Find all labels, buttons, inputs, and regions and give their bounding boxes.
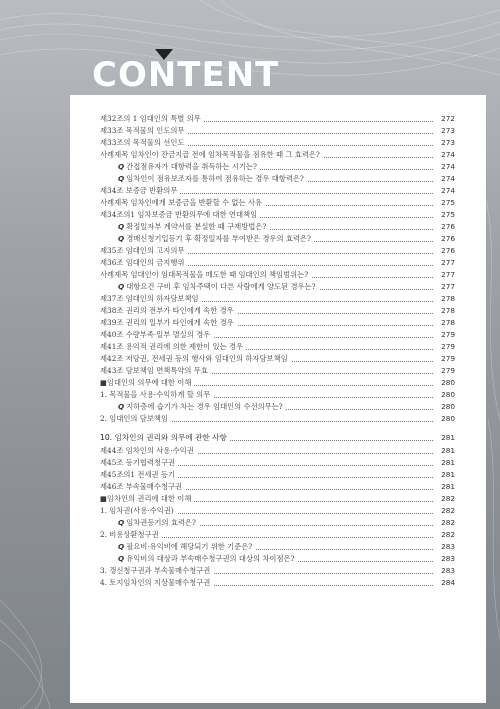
question-icon: Q	[118, 234, 125, 243]
toc-entry[interactable]	[100, 365, 455, 377]
section-bullet-icon: ■	[100, 378, 107, 387]
toc-entry-text: 제39조 권리의 일부가 타인에게 속한 경우	[100, 318, 234, 327]
toc-entry-text: 지하층에 습기가 차는 경우 임대인의 수선의무는?	[126, 402, 283, 411]
toc-entry-label	[100, 413, 171, 425]
table-of-contents	[100, 113, 455, 589]
toc-page-number: 276	[438, 233, 455, 245]
toc-entry-label	[118, 401, 286, 413]
toc-entry[interactable]	[100, 529, 455, 541]
toc-entry-label	[118, 173, 307, 185]
toc-page-number: 273	[438, 137, 455, 149]
toc-entry-label	[100, 209, 260, 221]
toc-entry-text: 사례제목 임차인에게 보증금을 반환할 수 없는 사유	[100, 198, 262, 207]
toc-entry-label	[100, 257, 187, 269]
toc-entry-text: 임대인의 의무에 대한 이해	[106, 378, 192, 387]
toc-entry-text: 대항요건 구비 후 임차주택이 다른 사람에게 양도된 경우는?	[126, 282, 316, 291]
toc-page-number: 277	[438, 257, 455, 269]
toc-entry-label	[100, 565, 213, 577]
toc-entry-text: 필요비·유익비에 해당되기 위한 기준은?	[126, 542, 253, 551]
toc-entry-text: 제43조 담보책임 면책특약의 무효	[100, 366, 208, 375]
toc-entry-text: 1. 목적물을 사용·수익하게 할 의무	[100, 390, 211, 399]
toc-entry-text: 제44조 임차인의 사용·수익권	[100, 446, 194, 455]
toc-entry-text: 제46조 부속물매수청구권	[100, 482, 183, 491]
toc-entry[interactable]	[100, 113, 455, 125]
toc-entry[interactable]	[100, 305, 455, 317]
toc-page-number: 280	[438, 401, 455, 413]
toc-page-number: 282	[438, 529, 455, 541]
toc-entry-label	[100, 431, 230, 445]
toc-entry-label	[100, 481, 185, 493]
toc-entry-label	[100, 305, 237, 317]
toc-entry-label	[118, 221, 269, 233]
toc-page-number: 281	[438, 469, 455, 481]
toc-entry-text: 제34조 보증금 반환의무	[100, 186, 178, 195]
toc-entry-label	[100, 469, 178, 481]
toc-entry-text: 사례제목 임대인이 임대목적물을 매도한 때 임대인의 책임범위는?	[100, 270, 309, 279]
toc-page-number: 274	[438, 161, 455, 173]
toc-entry-text: 제38조 권리의 전부가 타인에게 속한 경우	[100, 306, 234, 315]
toc-entry-label	[118, 517, 199, 529]
toc-entry-label	[100, 577, 213, 589]
toc-entry-text: 제35조 임대인의 고지의무	[100, 246, 185, 255]
toc-entry-text: 확정일자부 계약서를 분실한 때 구제방법은?	[126, 222, 267, 231]
toc-entry-text: 사례제목 임차인이 잔금지급 전에 임차목적물을 점유한 때 그 효력은?	[100, 150, 320, 159]
toc-entry-label	[100, 185, 180, 197]
toc-entry[interactable]	[100, 149, 455, 161]
question-icon: Q	[118, 554, 125, 563]
toc-entry-label	[100, 389, 213, 401]
toc-page-number: 274	[438, 185, 455, 197]
question-icon: Q	[118, 162, 125, 171]
toc-entry-label	[100, 493, 194, 505]
question-icon: Q	[118, 518, 125, 527]
toc-page-number: 278	[438, 293, 455, 305]
toc-page-number: 279	[438, 353, 455, 365]
question-icon: Q	[118, 222, 125, 231]
toc-entry[interactable]	[100, 173, 455, 185]
toc-entry-text: 1. 임차권(사용·수익권)	[100, 506, 174, 515]
toc-page-number: 276	[438, 245, 455, 257]
toc-entry-label	[100, 113, 204, 125]
toc-entry-label	[118, 541, 255, 553]
toc-entry-label	[100, 341, 246, 353]
toc-entry[interactable]	[100, 481, 455, 493]
toc-page-number: 279	[438, 329, 455, 341]
toc-entry[interactable]	[100, 577, 455, 589]
question-icon: Q	[118, 542, 125, 551]
toc-entry-text: 제40조 수량부족·일부 멸실의 경우	[100, 330, 211, 339]
toc-page-number: 274	[438, 173, 455, 185]
toc-entry[interactable]	[100, 469, 455, 481]
toc-entry[interactable]	[100, 221, 455, 233]
toc-entry-text: 제32조의 1 임대인의 특별 의무	[100, 114, 201, 123]
toc-entry-text: 간접점유자가 대항력을 취득하는 시기는?	[126, 162, 257, 171]
toc-entry-text: 임차인이 점유보조자를 통하여 점유하는 경우 대항력은?	[126, 174, 304, 183]
toc-page-number: 275	[438, 197, 455, 209]
toc-entry-text: 10. 임차인의 권리와 의무에 관한 사항	[100, 433, 227, 442]
toc-page-number: 281	[438, 481, 455, 493]
toc-entry-text: 제45조의1 전세권 등기	[100, 470, 175, 479]
toc-entry-label	[100, 377, 194, 389]
toc-entry[interactable]	[100, 161, 455, 173]
toc-page-number: 275	[438, 209, 455, 221]
toc-entry[interactable]	[100, 541, 455, 553]
toc-entry-text: 제36조 임대인의 금지행위	[100, 258, 185, 267]
toc-page-number: 278	[438, 305, 455, 317]
toc-entry-label	[100, 329, 213, 341]
toc-entry-text: 제33조 목적물의 인도의무	[100, 126, 185, 135]
toc-entry-label	[118, 281, 319, 293]
toc-entry-label	[100, 137, 187, 149]
question-icon: Q	[118, 402, 125, 411]
question-icon: Q	[118, 282, 125, 291]
toc-entry-text: 경매신청기입등기 후 확정일자를 부여받은 경우의 효력은?	[126, 234, 311, 243]
toc-entry[interactable]	[100, 413, 455, 425]
toc-entry[interactable]	[100, 389, 455, 401]
toc-entry[interactable]	[100, 257, 455, 269]
toc-entry-label	[100, 125, 187, 137]
toc-page-number: 277	[438, 281, 455, 293]
toc-entry[interactable]	[100, 431, 455, 445]
toc-entry-label	[118, 161, 260, 173]
toc-entry-label	[100, 353, 291, 365]
page-title: CONTENT	[92, 55, 280, 95]
toc-entry-label	[100, 245, 187, 257]
toc-entry[interactable]	[100, 505, 455, 517]
toc-entry-label	[118, 553, 297, 565]
toc-entry[interactable]	[100, 565, 455, 577]
toc-entry[interactable]	[100, 197, 455, 209]
toc-entry-text: 제34조의1 임차보증금 반환의무에 대한 연대책임	[100, 210, 258, 219]
toc-entry-text: 3. 갱신청구권과 부속물매수청구권	[100, 566, 211, 575]
toc-entry-label	[100, 445, 197, 457]
toc-entry[interactable]	[100, 377, 455, 389]
toc-entry[interactable]	[100, 341, 455, 353]
toc-entry-text: 제33조의 목적물의 선인도	[100, 138, 185, 147]
toc-entry[interactable]	[100, 553, 455, 565]
toc-page-number: 272	[438, 113, 455, 125]
toc-entry[interactable]	[100, 493, 455, 505]
toc-entry[interactable]	[100, 281, 455, 293]
toc-page-number: 281	[438, 431, 455, 445]
toc-entry[interactable]	[100, 317, 455, 329]
toc-page-number: 278	[438, 317, 455, 329]
toc-page-number: 280	[438, 413, 455, 425]
toc-page-number: 282	[438, 505, 455, 517]
toc-entry[interactable]	[100, 517, 455, 529]
toc-page-number: 282	[438, 493, 455, 505]
toc-entry[interactable]	[100, 293, 455, 305]
question-icon: Q	[118, 174, 125, 183]
toc-entry[interactable]	[100, 353, 455, 365]
toc-page-number: 279	[438, 341, 455, 353]
toc-entry-text: 제45조 등기협력청구권	[100, 458, 176, 467]
toc-entry-label	[118, 233, 314, 245]
toc-page-number: 282	[438, 517, 455, 529]
toc-page-number: 280	[438, 377, 455, 389]
section-bullet-icon: ■	[100, 494, 107, 503]
toc-page-number: 274	[438, 149, 455, 161]
toc-entry-text: 2. 임대인의 담보책임	[100, 414, 168, 423]
toc-page-number: 280	[438, 389, 455, 401]
toc-entry-label	[100, 293, 202, 305]
toc-page-number: 281	[438, 445, 455, 457]
toc-entry-text: 제37조 임대인의 하자담보책임	[100, 294, 199, 303]
toc-entry-label	[100, 269, 311, 281]
toc-entry-text: 제42조 저당권, 전세권 등의 행사와 임대인의 하자담보책임	[100, 354, 288, 363]
toc-page-number: 281	[438, 457, 455, 469]
toc-entry-label	[100, 317, 237, 329]
toc-page-number: 284	[438, 577, 455, 589]
toc-entry-text: 2. 비용상환청구권	[100, 530, 159, 539]
toc-entry[interactable]	[100, 329, 455, 341]
toc-page-number: 283	[438, 553, 455, 565]
toc-entry-label	[100, 529, 162, 541]
toc-entry[interactable]	[100, 125, 455, 137]
toc-entry[interactable]	[100, 209, 455, 221]
toc-entry-label	[100, 197, 265, 209]
toc-page-number: 273	[438, 125, 455, 137]
toc-entry[interactable]	[100, 457, 455, 469]
toc-entry-text: 임차권등기의 효력은?	[126, 518, 196, 527]
toc-entry[interactable]	[100, 233, 455, 245]
toc-page-number: 279	[438, 365, 455, 377]
toc-page-number: 277	[438, 269, 455, 281]
toc-entry-label	[100, 505, 177, 517]
toc-entry[interactable]	[100, 269, 455, 281]
toc-page-number: 276	[438, 221, 455, 233]
toc-entry[interactable]	[100, 445, 455, 457]
toc-entry[interactable]	[100, 137, 455, 149]
toc-entry-label	[100, 149, 323, 161]
toc-entry[interactable]	[100, 185, 455, 197]
toc-entry-label	[100, 365, 211, 377]
toc-entry-text: 임차인의 권리에 대한 이해	[106, 494, 192, 503]
toc-page-number: 283	[438, 541, 455, 553]
toc-entry[interactable]	[100, 401, 455, 413]
toc-page-number: 283	[438, 565, 455, 577]
toc-entry[interactable]	[100, 245, 455, 257]
toc-entry-text: 4. 토지임차인의 지상물매수청구권	[100, 578, 211, 587]
toc-entry-text: 유익비의 대상과 부속매수청구권의 대상의 차이점은?	[126, 554, 295, 563]
toc-entry-text: 제41조 용익적 권리에 의한 제한이 있는 경우	[100, 342, 244, 351]
toc-entry-label	[100, 457, 178, 469]
